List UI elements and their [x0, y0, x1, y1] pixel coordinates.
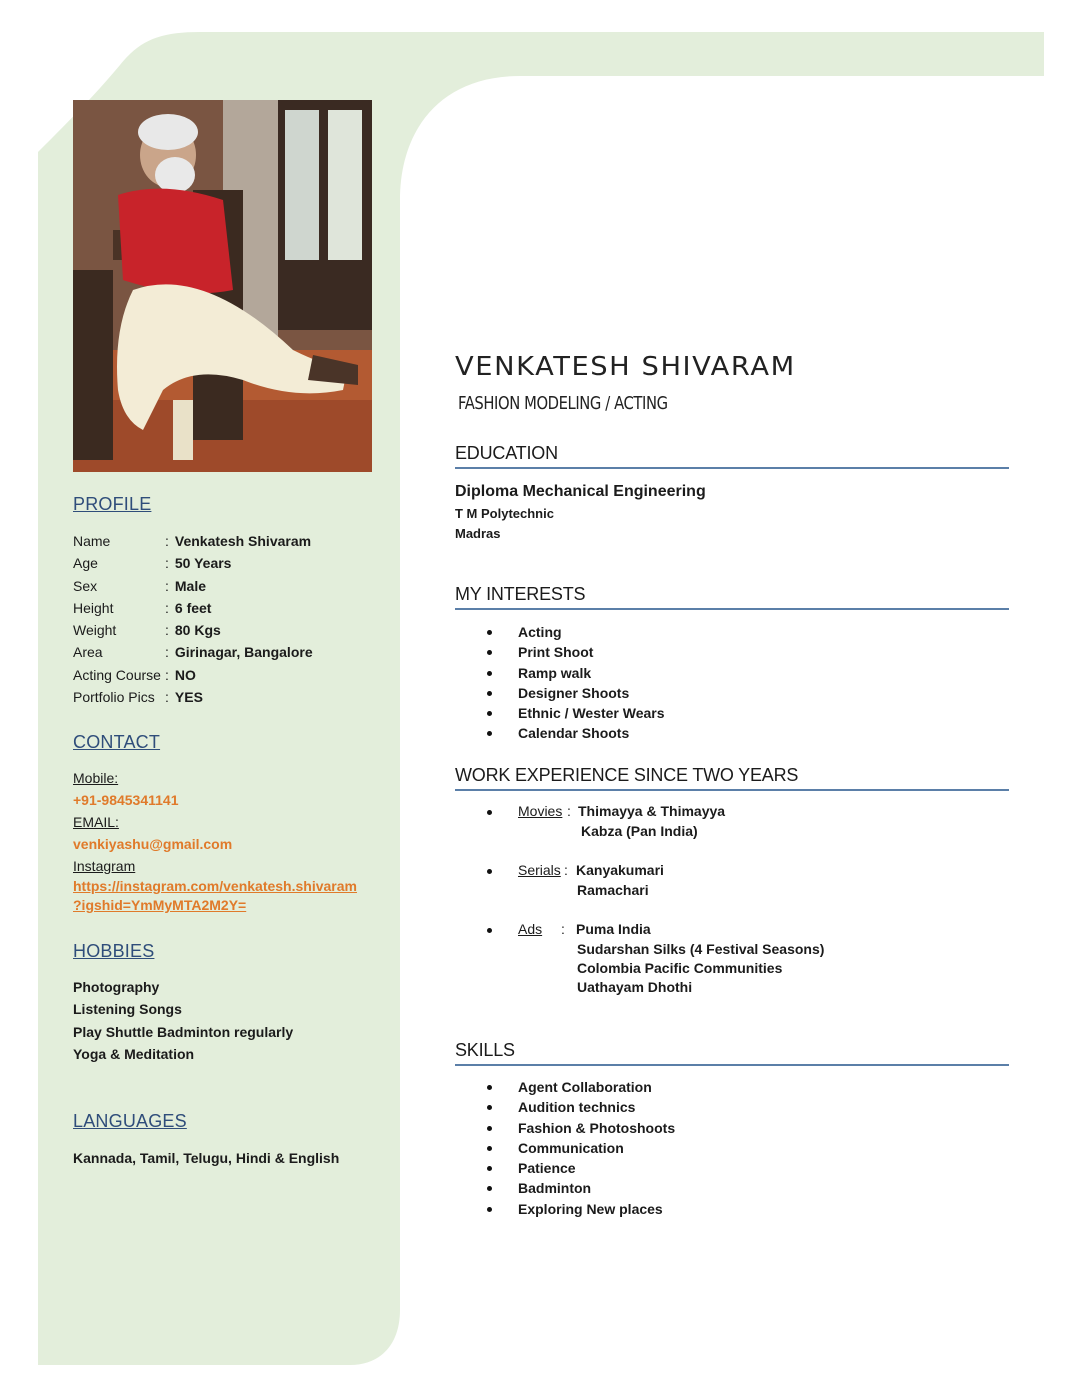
hobbies-list	[73, 976, 293, 1065]
bullet-icon	[487, 1085, 492, 1090]
education-heading: EDUCATION	[455, 443, 1009, 469]
serials-label: Serials	[518, 862, 561, 878]
languages-heading: LANGUAGES	[73, 1111, 187, 1131]
profile-key: Portfolio Pics	[73, 689, 155, 706]
contact-block	[73, 767, 357, 915]
hobbies-heading: HOBBIES	[73, 941, 155, 961]
bullet-icon	[487, 928, 492, 933]
list-item: Play Shuttle Badminton regularly	[73, 1023, 294, 1040]
ad-item: Sudarshan Silks (4 Festival Seasons)	[577, 941, 825, 957]
list-item: Yoga & Meditation	[73, 1045, 195, 1062]
bullet-icon	[487, 630, 492, 635]
candidate-name: VENKATESH SHIVARAM	[455, 352, 796, 382]
instagram-link-query[interactable]: ?igshid=YmMyMTA2M2Y=	[73, 897, 247, 913]
profile-key: Area	[73, 644, 103, 661]
bullet-icon	[487, 1146, 492, 1151]
education-institute: T M Polytechnic	[455, 506, 554, 521]
serial-item: Ramachari	[577, 882, 649, 898]
ad-item: Colombia Pacific Communities	[577, 960, 783, 976]
languages-text: Kannada, Tamil, Telugu, Hindi & English	[73, 1150, 340, 1166]
movie-item: Thimayya & Thimayya	[578, 803, 726, 819]
list-item: Listening Songs	[73, 1001, 182, 1018]
candidate-subtitle: FASHION MODELING / ACTING	[458, 393, 668, 414]
profile-value: : Girinagar, Bangalore	[165, 644, 313, 661]
mobile-number[interactable]: +91-9845341141	[73, 792, 179, 808]
profile-value: : Venkatesh Shivaram	[165, 533, 312, 549]
contact-heading: CONTACT	[73, 732, 161, 752]
profile-heading: PROFILE	[73, 494, 152, 514]
ad-item: Puma India	[576, 921, 651, 937]
bullet-icon	[487, 1207, 492, 1212]
skills-heading: SKILLS	[455, 1040, 1009, 1066]
profile-key: Name	[73, 533, 111, 549]
bullet-icon	[487, 869, 492, 874]
instagram-label: Instagram	[73, 858, 136, 874]
profile-key: Acting Course	[73, 666, 161, 683]
bullet-icon	[487, 810, 492, 815]
profile-photo	[73, 100, 372, 472]
profile-key: Height	[73, 599, 114, 616]
work-heading: WORK EXPERIENCE SINCE TWO YEARS	[455, 765, 1009, 791]
education-city: Madras	[455, 526, 501, 541]
profile-key: Sex	[73, 577, 98, 594]
movie-item: Kabza (Pan India)	[581, 823, 698, 839]
bullet-icon	[487, 691, 492, 696]
ads-label: Ads	[518, 921, 543, 937]
education-degree: Diploma Mechanical Engineering	[455, 483, 706, 500]
serial-item: Kanyakumari	[576, 862, 664, 878]
ad-item: Uathayam Dhothi	[577, 979, 693, 995]
instagram-link[interactable]: https://instagram.com/venkatesh.shivaram	[73, 878, 357, 894]
profile-value: : 50 Years	[165, 555, 232, 572]
profile-value: : NO	[165, 666, 196, 683]
email-address[interactable]: venkiyashu@gmail.com	[73, 836, 233, 852]
mobile-label: Mobile:	[73, 770, 119, 786]
profile-value: : Male	[165, 577, 207, 594]
bullet-icon	[487, 1126, 492, 1131]
interests-heading: MY INTERESTS	[455, 584, 1009, 610]
profile-value: : 80 Kgs	[165, 622, 221, 639]
bullet-icon	[487, 671, 492, 676]
movies-label: Movies	[518, 803, 563, 819]
profile-value: : YES	[165, 689, 203, 706]
email-label: EMAIL:	[73, 814, 119, 830]
profile-value: : 6 feet	[165, 599, 212, 616]
list-item: Photography	[73, 979, 160, 995]
profile-key: Weight	[73, 622, 117, 639]
profile-key: Age	[73, 555, 98, 572]
